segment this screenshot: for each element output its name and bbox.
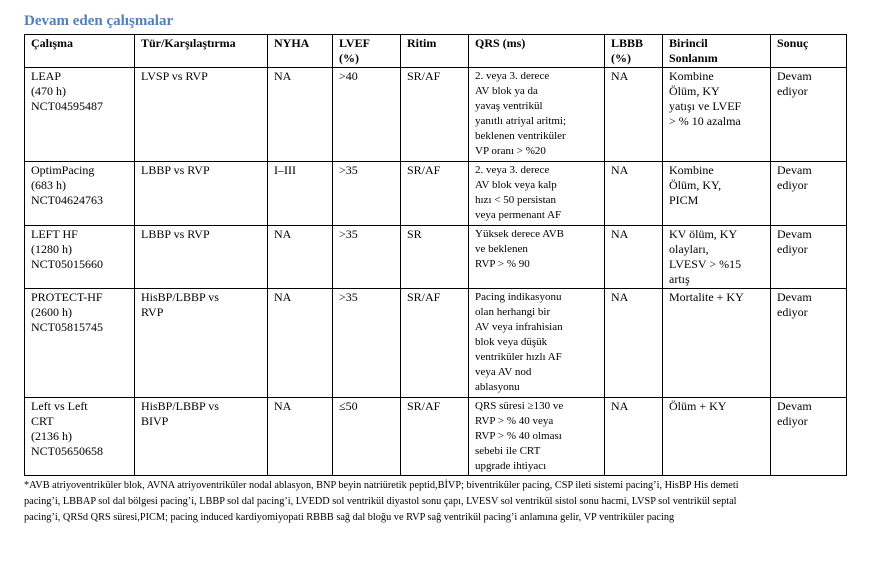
cell-line: Mortalite + KY [669, 290, 744, 304]
qrs-cell [469, 226, 605, 289]
cell-line: yanıtlı atriyal aritmi; [475, 115, 567, 127]
cell-line: PROTECT-HF [31, 290, 103, 304]
cell-line: NA [611, 290, 629, 304]
cell-line: ≤50 [339, 399, 358, 413]
cell-line: OptimPacing [31, 163, 95, 177]
column-header [663, 35, 771, 68]
nyha-cell [268, 226, 333, 289]
lbbb-cell [605, 226, 663, 289]
result-cell [771, 68, 847, 162]
table-row [25, 289, 847, 398]
cell-line: PICM [669, 193, 699, 207]
cell-line: hızı < 50 persistan [475, 194, 557, 206]
cell-line: KV ölüm, KY [669, 227, 738, 241]
cell-line: Devam [777, 399, 812, 413]
column-header [25, 35, 135, 68]
nyha-cell [268, 289, 333, 398]
cell-line: Pacing indikasyonu [475, 291, 562, 303]
rhythm-cell [401, 162, 469, 226]
result-cell [771, 226, 847, 289]
cell-line: ve beklenen [475, 243, 528, 255]
cell-line: Ölüm, KY, [669, 178, 722, 192]
cell-line: NA [274, 290, 292, 304]
nyha-cell [268, 162, 333, 226]
cell-line: Birincil [669, 36, 708, 50]
qrs-cell [469, 289, 605, 398]
cell-line: >35 [339, 290, 358, 304]
cell-line: Devam [777, 163, 812, 177]
cell-line: (1280 h) [31, 242, 72, 256]
cell-line: olan herhangi bir [475, 306, 551, 318]
comparison-cell [135, 162, 268, 226]
cell-line: ediyor [777, 414, 808, 428]
nyha-cell [268, 398, 333, 476]
cell-line: Devam [777, 227, 812, 241]
lbbb-cell [605, 68, 663, 162]
study-cell [25, 68, 135, 162]
cell-line: blok veya düşük [475, 336, 548, 348]
column-header [469, 35, 605, 68]
cell-line: (2136 h) [31, 429, 72, 443]
table-row [25, 398, 847, 476]
lbbb-cell [605, 162, 663, 226]
cell-line: (470 h) [31, 84, 66, 98]
cell-line: VP oranı > %20 [475, 145, 546, 157]
cell-line: veya permenant AF [475, 209, 562, 221]
cell-line: ediyor [777, 242, 808, 256]
result-cell [771, 289, 847, 398]
study-cell [25, 289, 135, 398]
cell-line: QRS süresi ≥130 ve [475, 400, 564, 412]
cell-line: AV blok veya kalp [475, 179, 557, 191]
cell-line: NA [611, 69, 629, 83]
cell-line: SR/AF [407, 290, 441, 304]
ongoing-studies-table [24, 34, 847, 476]
lbbb-cell [605, 398, 663, 476]
rhythm-cell [401, 68, 469, 162]
cell-line: NCT05815745 [31, 320, 103, 334]
cell-line: BIVP [141, 414, 169, 428]
comparison-cell [135, 398, 268, 476]
cell-line: beklenen ventriküler [475, 130, 566, 142]
table-row [25, 226, 847, 289]
cell-line: 2. veya 3. derece [475, 164, 550, 176]
cell-line: veya AV nod [475, 366, 532, 378]
column-header [135, 35, 268, 68]
lbbb-cell [605, 289, 663, 398]
cell-line: RVP > % 40 veya [475, 415, 554, 427]
rhythm-cell [401, 289, 469, 398]
cell-line: >35 [339, 163, 358, 177]
result-cell [771, 162, 847, 226]
cell-line: RVP > % 90 [475, 258, 530, 270]
cell-line: HisBP/LBBP vs [141, 290, 219, 304]
table-header-row [25, 35, 847, 68]
cell-line: LVSP vs RVP [141, 69, 208, 83]
cell-line: NCT05015660 [31, 257, 103, 271]
table-body [25, 68, 847, 476]
cell-line: ablasyonu [475, 381, 520, 393]
cell-line: ediyor [777, 178, 808, 192]
column-header [268, 35, 333, 68]
cell-line: NYHA [274, 36, 310, 50]
cell-line: HisBP/LBBP vs [141, 399, 219, 413]
cell-line: LEFT HF [31, 227, 78, 241]
cell-line: NA [611, 227, 629, 241]
cell-line: SR/AF [407, 163, 441, 177]
footnote-line: pacing’i, LBBAP sol dal bölgesi pacing’i, LBBP sol dal pacing’i, LVEDD sol ventrikül diyastol sonu çapı, LVESV sol ventrikül sistol sonu hacmi, LVSP sol ventrikül septal [24, 496, 737, 507]
cell-line: (2600 h) [31, 305, 72, 319]
cell-line: Ölüm, KY [669, 84, 720, 98]
cell-line: upgrade ihtiyacı [475, 460, 547, 472]
endpoint-cell [663, 162, 771, 226]
cell-line: AV veya infrahisian [475, 321, 563, 333]
footnote-line: *AVB atriyoventriküler blok, AVNA atriyoventriküler nodal ablasyon, BNP beyin natriüretik peptid,BİVP; biventriküler pacing, CSP ileti sistemi pacing’i, HisBP His demeti [24, 480, 739, 491]
cell-line: NA [611, 399, 629, 413]
cell-line: >40 [339, 69, 358, 83]
cell-line: NA [274, 227, 292, 241]
cell-line: NA [274, 69, 292, 83]
endpoint-cell [663, 289, 771, 398]
lvef-cell [333, 289, 401, 398]
cell-line: LVEF [339, 36, 370, 50]
cell-line: NCT04624763 [31, 193, 103, 207]
cell-line: NCT04595487 [31, 99, 103, 113]
cell-line: yavaş ventrikül [475, 100, 543, 112]
abbreviations-footnote [24, 478, 854, 526]
cell-line: > % 10 azalma [669, 114, 741, 128]
cell-line: I–III [274, 163, 296, 177]
cell-line: LBBB [611, 36, 644, 50]
lvef-cell [333, 398, 401, 476]
cell-line: >35 [339, 227, 358, 241]
cell-line: ediyor [777, 305, 808, 319]
nyha-cell [268, 68, 333, 162]
cell-line: (683 h) [31, 178, 66, 192]
cell-line: yatışı ve LVEF [669, 99, 742, 113]
study-cell [25, 398, 135, 476]
column-header [333, 35, 401, 68]
footnote-line: pacing’i, QRSd QRS süresi,PICM; pacing induced kardiyomiyopati RBBB sağ dal bloğu ve RVP sağ ventrikül pacing’i anlamına gelir, VP ventriküler pacing [24, 512, 675, 523]
cell-line: Yüksek derece AVB [475, 228, 564, 240]
column-header [771, 35, 847, 68]
cell-line: Left vs Left [31, 399, 88, 413]
endpoint-cell [663, 226, 771, 289]
cell-line: LVESV > %15 [669, 257, 742, 271]
cell-line: Sonlanım [669, 51, 718, 65]
cell-line: ventriküler hızlı AF [475, 351, 562, 363]
cell-line: SR/AF [407, 399, 441, 413]
cell-line: Devam [777, 69, 812, 83]
cell-line: LEAP [31, 69, 61, 83]
rhythm-cell [401, 226, 469, 289]
cell-line: SR [407, 227, 422, 241]
section-heading: Devam eden çalışmalar [24, 13, 174, 29]
cell-line: olayları, [669, 242, 709, 256]
comparison-cell [135, 289, 268, 398]
cell-line: RVP > % 40 olması [475, 430, 562, 442]
endpoint-cell [663, 68, 771, 162]
lvef-cell [333, 226, 401, 289]
cell-line: Ölüm + KY [669, 399, 727, 413]
cell-line: NA [274, 399, 292, 413]
study-cell [25, 162, 135, 226]
cell-line: Tür/Karşılaştırma [141, 36, 236, 50]
cell-line: sebebi ile CRT [475, 445, 541, 457]
qrs-cell [469, 162, 605, 226]
cell-line: 2. veya 3. derece [475, 70, 550, 82]
cell-line: (%) [611, 51, 631, 65]
comparison-cell [135, 68, 268, 162]
comparison-cell [135, 226, 268, 289]
cell-line: NCT05650658 [31, 444, 103, 458]
cell-line: AV blok ya da [475, 85, 538, 97]
cell-line: QRS (ms) [475, 36, 526, 50]
rhythm-cell [401, 398, 469, 476]
cell-line: LBBP vs RVP [141, 163, 210, 177]
qrs-cell [469, 68, 605, 162]
cell-line: ediyor [777, 84, 808, 98]
cell-line: LBBP vs RVP [141, 227, 210, 241]
column-header [401, 35, 469, 68]
cell-line: Devam [777, 290, 812, 304]
cell-line: Kombine [669, 69, 714, 83]
cell-line: SR/AF [407, 69, 441, 83]
cell-line: (%) [339, 51, 359, 65]
qrs-cell [469, 398, 605, 476]
column-header [605, 35, 663, 68]
cell-line: Kombine [669, 163, 714, 177]
lvef-cell [333, 68, 401, 162]
result-cell [771, 398, 847, 476]
cell-line: artış [669, 272, 690, 286]
cell-line: RVP [141, 305, 164, 319]
table-row [25, 162, 847, 226]
cell-line: NA [611, 163, 629, 177]
cell-line: Sonuç [777, 36, 809, 50]
cell-line: Çalışma [31, 36, 73, 50]
cell-line: CRT [31, 414, 54, 428]
cell-line: Ritim [407, 36, 437, 50]
lvef-cell [333, 162, 401, 226]
table-row [25, 68, 847, 162]
study-cell [25, 226, 135, 289]
endpoint-cell [663, 398, 771, 476]
